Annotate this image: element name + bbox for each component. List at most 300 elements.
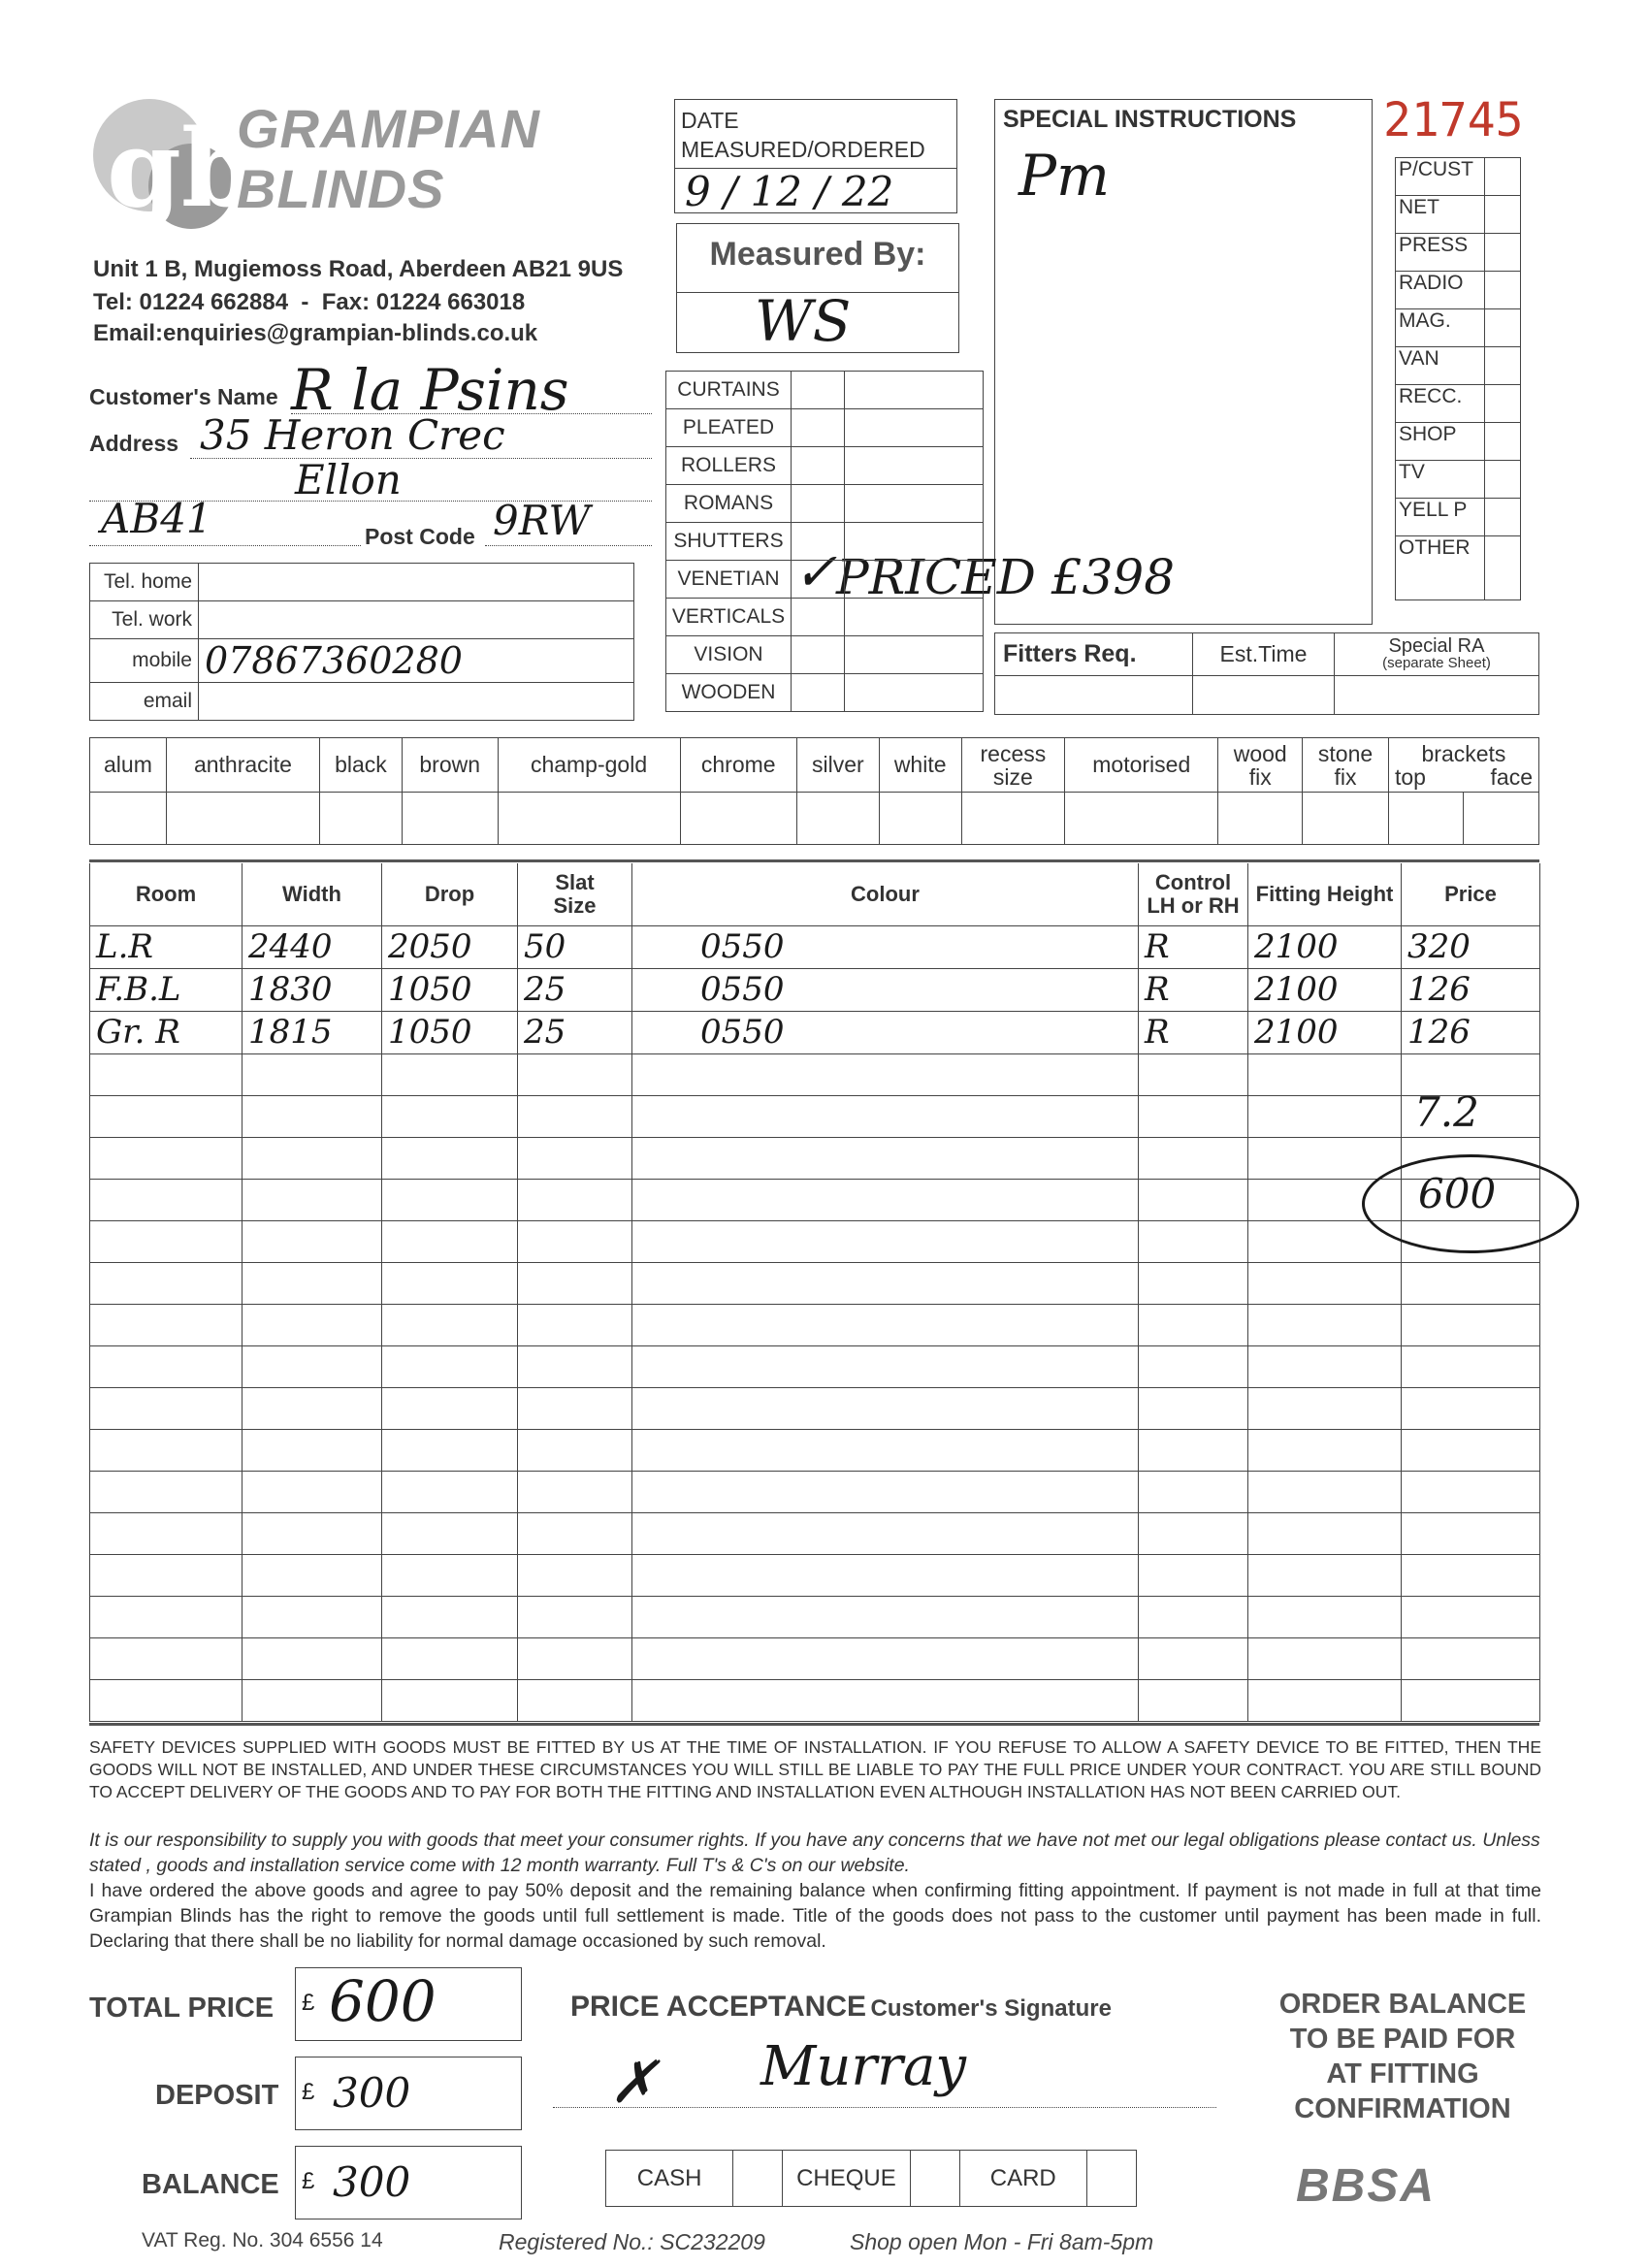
logo-letters: gb [107,106,256,231]
customer-name-value[interactable]: R la Psins [291,357,569,423]
payment-cash-box[interactable] [733,2151,783,2207]
cell-width[interactable] [242,1053,382,1095]
option-motorised: motorised [1065,738,1218,793]
product-note-8[interactable] [845,674,984,712]
option-champ-gold: champ-gold [498,738,680,793]
cell-control[interactable]: R [1139,925,1248,968]
product-check-6[interactable] [792,599,845,636]
cell-slat[interactable] [518,1387,632,1429]
cell-colour[interactable] [632,1596,1139,1637]
product-label-8: WOODEN [666,674,792,712]
option-anthracite: anthracite [166,738,319,793]
customer-name-label: Customer's Name [89,384,278,409]
table-row [90,1679,1540,1721]
cell-colour[interactable] [632,1179,1139,1220]
address-line2[interactable]: Ellon [295,456,402,503]
postcode-value[interactable]: 9RW [493,497,591,544]
col-slat-1: Slat [555,869,595,894]
option-checkbox-12[interactable] [1388,793,1463,845]
cell-room[interactable] [90,1137,242,1179]
cell-slat[interactable] [518,1429,632,1471]
option-checkbox-bracket-face[interactable] [1464,793,1539,845]
source-checkbox-7[interactable] [1485,423,1521,461]
option-checkbox-0[interactable] [90,793,167,845]
cell-drop[interactable] [382,1429,518,1471]
cell-fitting[interactable] [1248,1512,1402,1554]
total-price-label: TOTAL PRICE [89,1993,275,2024]
source-checkbox-2[interactable] [1485,234,1521,272]
option-brackets: brackets [1421,740,1506,766]
cell-control[interactable] [1139,1387,1248,1429]
cell-width[interactable] [242,1179,382,1220]
product-check-2[interactable] [792,447,845,485]
option-stone-fix-2: fix [1334,763,1357,790]
option-checkbox-3[interactable] [402,793,498,845]
cell-control[interactable] [1139,1262,1248,1304]
option-checkbox-7[interactable] [879,793,961,845]
cell-fitting[interactable] [1248,1137,1402,1179]
cell-slat[interactable] [518,1262,632,1304]
balance-box[interactable] [295,2146,522,2219]
cell-drop[interactable]: 1050 [382,968,518,1011]
special-instructions-note[interactable]: Pm [1018,143,1111,209]
total-price-value[interactable]: 600 [329,1968,436,2034]
order-balance-line1: ORDER BALANCE [1278,1989,1527,2020]
cell-room[interactable]: F.B.L [90,968,242,1011]
col-control-1: Control [1154,869,1232,894]
cell-drop[interactable] [382,1179,518,1220]
cell-width[interactable] [242,1554,382,1596]
cell-fitting[interactable] [1248,1679,1402,1721]
payment-cheque-box[interactable] [910,2151,959,2207]
cell-colour[interactable]: 0550 [632,1011,1139,1053]
cell-colour[interactable] [632,1637,1139,1679]
circled-total-value[interactable]: 600 [1418,1170,1497,1217]
cell-colour[interactable] [632,1679,1139,1721]
cell-fitting[interactable] [1248,1471,1402,1512]
product-label-1: PLEATED [666,409,792,447]
cell-drop[interactable]: 1050 [382,1011,518,1053]
cell-room[interactable] [90,1679,242,1721]
source-checkbox-6[interactable] [1485,385,1521,423]
source-label-10: OTHER [1396,536,1485,600]
cell-room[interactable] [90,1304,242,1345]
product-note-6[interactable] [845,599,984,636]
order-balance-note [1251,1987,1554,2126]
table-row [90,1596,1540,1637]
cell-drop[interactable] [382,1262,518,1304]
cell-width[interactable] [242,1262,382,1304]
cell-price[interactable] [1402,1429,1540,1471]
cell-slat[interactable] [518,1471,632,1512]
option-checkbox-11[interactable] [1303,793,1389,845]
product-label-6: VERTICALS [666,599,792,636]
cell-control[interactable] [1139,1679,1248,1721]
legal-agreement: I have ordered the above goods and agree to pay 50% deposit and the remaining balance when confirming fitting appointment. If payment is not made in full at that time Grampian Blinds has the right to remove the goods until full settlement is made. Title of the goods does not pass to the customer until payment has been made in full. Declaring that there shall be no liability for normal damage occasioned by such removal. [89,1880,1541,1952]
cell-room[interactable] [90,1220,242,1262]
cell-fitting[interactable] [1248,1304,1402,1345]
table-row [90,1011,1540,1053]
cell-drop[interactable] [382,1512,518,1554]
cell-width[interactable] [242,1387,382,1429]
option-checkbox-9[interactable] [1065,793,1218,845]
cell-drop[interactable] [382,1220,518,1262]
cell-room[interactable]: L.R [90,925,242,968]
cell-width[interactable] [242,1095,382,1137]
cell-room[interactable] [90,1554,242,1596]
cell-fitting[interactable] [1248,1637,1402,1679]
priced-note[interactable]: PRICED £398 [836,549,1176,605]
payment-method-table [605,2150,1137,2207]
table-row [90,1095,1540,1137]
cell-colour[interactable]: 0550 [632,925,1139,968]
cell-control[interactable] [1139,1512,1248,1554]
cell-control[interactable] [1139,1137,1248,1179]
table-row [90,1512,1540,1554]
price-acceptance-title: PRICE ACCEPTANCE [570,1991,867,2023]
source-label-9: YELL P [1396,499,1485,536]
contact-value-1[interactable] [199,601,634,639]
product-note-7[interactable] [845,636,984,674]
company-name-line2: BLINDS [237,158,445,219]
table-row [90,1345,1540,1387]
option-checkbox-6[interactable] [796,793,879,845]
cell-drop[interactable] [382,1053,518,1095]
cell-slat[interactable]: 50 [518,925,632,968]
cell-slat[interactable] [518,1512,632,1554]
cell-colour[interactable] [632,1137,1139,1179]
table-row [90,1637,1540,1679]
col-control-2: LH or RH [1147,892,1240,918]
special-instructions-label: SPECIAL INSTRUCTIONS [1003,106,1297,133]
product-check-1[interactable] [792,409,845,447]
cell-colour[interactable] [632,1345,1139,1387]
total-currency: £ [302,1990,315,2016]
cell-width[interactable]: 1830 [242,968,382,1011]
cell-slat[interactable] [518,1304,632,1345]
source-checkbox-1[interactable] [1485,196,1521,234]
cell-slat[interactable] [518,1095,632,1137]
table-row [90,1053,1540,1095]
cell-room[interactable] [90,1637,242,1679]
product-note-1[interactable] [845,409,984,447]
cell-drop[interactable] [382,1387,518,1429]
cell-fitting[interactable]: 2100 [1248,1011,1402,1053]
source-label-3: RADIO [1396,272,1485,309]
order-balance-line2: TO BE PAID FOR [1289,2024,1516,2055]
contact-value-0[interactable] [199,564,634,601]
cell-colour[interactable] [632,1220,1139,1262]
cell-width[interactable] [242,1429,382,1471]
cell-fitting[interactable]: 2100 [1248,925,1402,968]
cell-colour[interactable] [632,1304,1139,1345]
address-line3[interactable]: AB41 [101,495,212,542]
cell-control[interactable] [1139,1471,1248,1512]
cell-room[interactable] [90,1095,242,1137]
product-check-5[interactable] [792,561,845,599]
cell-drop[interactable] [382,1637,518,1679]
cell-colour[interactable] [632,1471,1139,1512]
cell-slat[interactable] [518,1220,632,1262]
cell-drop[interactable] [382,1137,518,1179]
cell-room[interactable] [90,1262,242,1304]
cell-drop[interactable] [382,1679,518,1721]
cell-slat[interactable]: 25 [518,1011,632,1053]
cell-control[interactable] [1139,1220,1248,1262]
address-line1[interactable]: 35 Heron Crec [200,411,505,459]
cell-width[interactable] [242,1637,382,1679]
cell-fitting[interactable] [1248,1053,1402,1095]
total-price-box[interactable] [295,1967,522,2041]
cell-width[interactable] [242,1512,382,1554]
vat-number: VAT Reg. No. 304 6556 14 [142,2229,383,2252]
source-checkbox-0[interactable] [1485,158,1521,196]
product-check-3[interactable] [792,485,845,523]
deposit-box[interactable] [295,2057,522,2130]
cell-price[interactable] [1402,1596,1540,1637]
measured-by-value[interactable]: WS [755,288,852,354]
deposit-currency: £ [302,2079,315,2105]
date-label: DATE MEASURED/ORDERED [681,108,925,162]
product-label-5: VENETIAN [666,561,792,599]
option-white: white [879,738,961,793]
option-brackets-top: top [1394,763,1426,790]
cell-drop[interactable] [382,1095,518,1137]
col-slat-2: Size [553,892,597,918]
cell-price[interactable]: 126 [1402,1011,1540,1053]
special-ra-cell[interactable] [1335,676,1539,715]
cell-price[interactable]: 126 [1402,968,1540,1011]
measurements-table [89,863,1540,1722]
cell-control[interactable] [1139,1179,1248,1220]
cell-width[interactable]: 2440 [242,925,382,968]
cell-price[interactable] [1402,1387,1540,1429]
balance-currency: £ [302,2168,315,2194]
option-checkbox-5[interactable] [680,793,796,845]
table-row [90,1220,1540,1262]
option-stone-fix-1: stone [1317,740,1374,766]
cell-colour[interactable] [632,1429,1139,1471]
cell-room[interactable] [90,1512,242,1554]
cell-slat[interactable] [518,1053,632,1095]
est-time-label: Est.Time [1193,633,1335,676]
contact-value-2[interactable]: 07867360280 [199,639,634,683]
source-checkbox-10[interactable] [1485,536,1521,600]
cell-width[interactable] [242,1345,382,1387]
product-note-4[interactable] [845,523,984,561]
fitters-table [994,632,1539,715]
cell-fitting[interactable] [1248,1262,1402,1304]
fitters-req-label: Fitters Req. [995,633,1193,676]
cell-fitting[interactable]: 2100 [1248,968,1402,1011]
cell-drop[interactable] [382,1345,518,1387]
legal-safety: SAFETY DEVICES SUPPLIED WITH GOODS MUST BE FITTED BY US AT THE TIME OF INSTALLATION. IF YOU REFUSE TO ALLOW A SAFETY DEVICE TO BE FITTED, THEN THE GOODS WILL NOT BE INSTALLED, AND UNDER THESE CIRCUMSTANCES YOU WILL STILL BE LIABLE TO PAY THE FULL PRICE UNDER YOUR CONTRACT. YOU ARE STILL BOUND TO ACCEPT DELIVERY OF THE GOODS AND TO PAY FOR BOTH THE FITTING AND INSTALLATION EVEN ALTHOUGH INSTALLATION HAS NOT BEEN CARRIED OUT. [89,1737,1541,1801]
table-row [90,1554,1540,1596]
cell-width[interactable] [242,1304,382,1345]
product-note-5[interactable] [845,561,984,599]
cell-width[interactable] [242,1596,382,1637]
option-chrome: chrome [680,738,796,793]
payment-card-box[interactable] [1086,2151,1136,2207]
cell-room[interactable]: Gr. R [90,1011,242,1053]
source-checkbox-8[interactable] [1485,461,1521,499]
product-note-0[interactable] [845,372,984,409]
cell-price[interactable] [1402,1304,1540,1345]
cell-drop[interactable] [382,1304,518,1345]
cell-room[interactable] [90,1429,242,1471]
cell-colour[interactable] [632,1387,1139,1429]
source-checkbox-9[interactable] [1485,499,1521,536]
option-checkbox-8[interactable] [961,793,1065,845]
cell-colour[interactable] [632,1554,1139,1596]
cell-colour[interactable] [632,1262,1139,1304]
col-drop: Drop [382,863,518,925]
cell-fitting[interactable] [1248,1387,1402,1429]
option-black: black [320,738,403,793]
cell-control[interactable] [1139,1637,1248,1679]
cell-fitting[interactable] [1248,1554,1402,1596]
option-wood-fix-1: wood [1233,740,1287,766]
cell-control[interactable] [1139,1429,1248,1471]
cell-price[interactable] [1402,1262,1540,1304]
postcode-label: Post Code [365,524,475,549]
special-instructions-box [994,99,1373,625]
cell-control[interactable] [1139,1053,1248,1095]
product-note-3[interactable] [845,485,984,523]
contact-label-3: email [90,683,199,721]
cell-colour[interactable] [632,1095,1139,1137]
product-note-2[interactable] [845,447,984,485]
option-recess-size-2: size [992,763,1033,790]
cell-width[interactable] [242,1679,382,1721]
fitters-req-cell[interactable] [995,676,1193,715]
option-checkbox-1[interactable] [166,793,319,845]
cell-fitting[interactable] [1248,1596,1402,1637]
cell-colour[interactable] [632,1512,1139,1554]
option-checkbox-4[interactable] [498,793,680,845]
cell-price[interactable] [1402,1512,1540,1554]
product-check-4[interactable] [792,523,845,561]
source-label-2: PRESS [1396,234,1485,272]
option-alum: alum [90,738,167,793]
col-fitting: Fitting Height [1248,863,1402,925]
source-checkbox-3[interactable] [1485,272,1521,309]
cell-price[interactable] [1402,1554,1540,1596]
option-silver: silver [796,738,879,793]
cell-fitting[interactable] [1248,1095,1402,1137]
contact-table [89,563,634,721]
price-acceptance-subtitle: Customer's Signature [870,1995,1112,2022]
measured-by-box [676,223,959,353]
cell-width[interactable] [242,1137,382,1179]
company-tel-fax: Tel: 01224 662884 - Fax: 01224 663018 [93,289,526,315]
cell-width[interactable] [242,1220,382,1262]
company-name-line1: GRAMPIAN [237,98,540,159]
contact-label-2: mobile [90,639,199,683]
bbsa-text: BBSA [1296,2160,1437,2212]
table-row [90,1179,1540,1220]
cell-slat[interactable] [518,1345,632,1387]
cell-control[interactable]: R [1139,1011,1248,1053]
order-number: 21745 [1383,93,1524,147]
cell-slat[interactable]: 25 [518,968,632,1011]
source-checkbox-5[interactable] [1485,347,1521,385]
cell-room[interactable] [90,1596,242,1637]
cell-control[interactable] [1139,1095,1248,1137]
col-width: Width [242,863,382,925]
product-label-7: VISION [666,636,792,674]
cell-price[interactable] [1402,1345,1540,1387]
est-time-cell[interactable] [1193,676,1335,715]
deposit-value[interactable]: 300 [333,2069,411,2117]
cell-control[interactable]: R [1139,968,1248,1011]
cell-drop[interactable] [382,1554,518,1596]
cell-width[interactable] [242,1471,382,1512]
options-table [89,737,1539,845]
payment-card-label: CARD [959,2151,1086,2207]
product-check-0[interactable] [792,372,845,409]
option-checkbox-2[interactable] [320,793,403,845]
option-checkbox-10[interactable] [1218,793,1303,845]
source-label-1: NET [1396,196,1485,234]
cell-control[interactable] [1139,1304,1248,1345]
cell-price[interactable] [1402,1637,1540,1679]
cell-price[interactable] [1402,1679,1540,1721]
product-check-7[interactable] [792,636,845,674]
date-value[interactable]: 9 / 12 / 22 [685,168,894,215]
table-row [90,925,1540,968]
date-box [674,99,957,213]
cell-room[interactable] [90,1387,242,1429]
cell-slat[interactable] [518,1637,632,1679]
cell-price[interactable]: 320 [1402,925,1540,968]
cell-room[interactable] [90,1053,242,1095]
cell-drop[interactable]: 2050 [382,925,518,968]
subtotal-value[interactable]: 7.2 [1414,1088,1479,1136]
cell-drop[interactable] [382,1596,518,1637]
table-row [90,1304,1540,1345]
cell-price[interactable] [1402,1471,1540,1512]
contact-value-3[interactable] [199,683,634,721]
cell-control[interactable] [1139,1345,1248,1387]
cell-slat[interactable] [518,1179,632,1220]
contact-label-1: Tel. work [90,601,199,639]
cell-slat[interactable] [518,1554,632,1596]
cell-drop[interactable] [382,1471,518,1512]
special-ra-sub: (separate Sheet) [1382,654,1491,671]
table-row [90,1387,1540,1429]
product-table [665,371,984,712]
cell-colour[interactable] [632,1053,1139,1095]
cell-room[interactable] [90,1471,242,1512]
cell-slat[interactable] [518,1679,632,1721]
cell-slat[interactable] [518,1137,632,1179]
cell-room[interactable] [90,1179,242,1220]
cell-fitting[interactable] [1248,1429,1402,1471]
cell-colour[interactable]: 0550 [632,968,1139,1011]
customer-signature[interactable]: Murray [760,2035,966,2098]
balance-value[interactable]: 300 [333,2158,411,2206]
cell-control[interactable] [1139,1596,1248,1637]
cell-control[interactable] [1139,1554,1248,1596]
cell-width[interactable]: 1815 [242,1011,382,1053]
cell-room[interactable] [90,1345,242,1387]
source-checkbox-4[interactable] [1485,309,1521,347]
product-check-8[interactable] [792,674,845,712]
product-label-0: CURTAINS [666,372,792,409]
cell-slat[interactable] [518,1596,632,1637]
cell-fitting[interactable] [1248,1345,1402,1387]
